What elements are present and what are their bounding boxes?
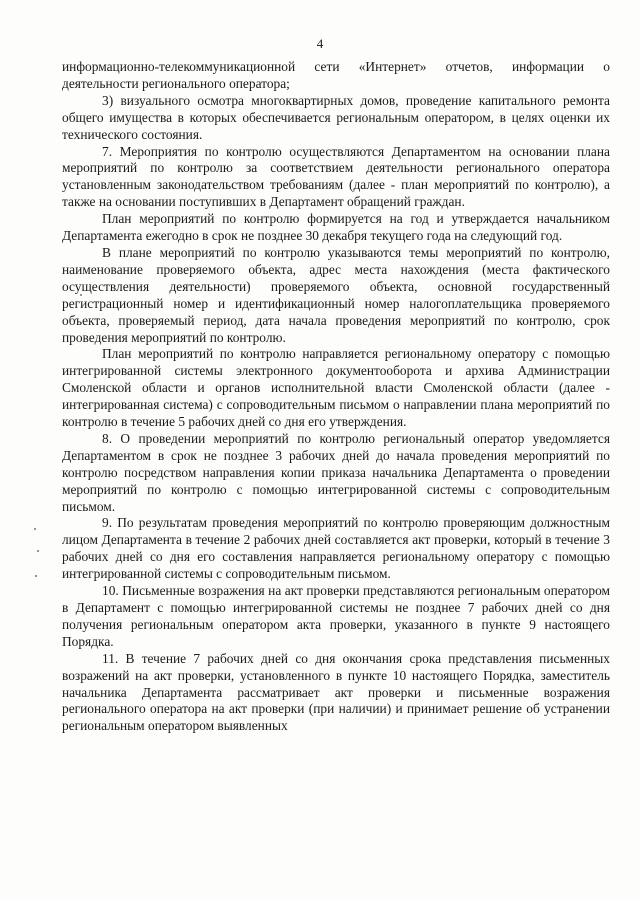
paragraph-plan-delivery: План мероприятий по контролю направляется региональному оператору с помощью интегрированной системы электронного документооборота и архива Администрации Смоленской области и органов исполнительной власти Смоленской области (далее - интегрированная система) с сопроводительным письмом о направлении плана мероприятий по контролю в течение 5 рабочих дней со дня его утверждения. [62, 346, 610, 430]
document-body [62, 59, 610, 735]
paragraph-clause-7: 7. Мероприятия по контролю осуществляются Департаментом на основании плана мероприятий по контролю за соответствием деятельности регионального оператора установленным законодательством требованиям (далее - план мероприятий по контролю), а также на основании поступивших в Департамент обращений граждан. [62, 143, 610, 210]
page-number: 4 [316, 36, 324, 51]
scan-speck [35, 575, 37, 577]
scan-speck [80, 294, 82, 296]
paragraph-plan-formation: План мероприятий по контролю формируется на год и утверждается начальником Департамента ежегодно в срок не позднее 30 декабря текущего года на следующий год. [62, 211, 610, 244]
paragraph-clause-10: 10. Письменные возражения на акт проверки представляются региональным оператором в Департамент с помощью интегрированной системы не позднее 7 рабочих дней со дня получения региональным оператором акта проверки, указанного в пункте 9 настоящего Порядка. [62, 583, 610, 649]
scan-speck [34, 528, 36, 530]
paragraph-clause-11: 11. В течение 7 рабочих дней со дня окончания срока представления письменных возражений на акт проверки, установленного в пункте 10 настоящего Порядка, заместитель начальника Департамента рассматривает акт проверки и письменные возражения регионального оператора на акт проверки (при наличии) и принимает решение об устранении региональным оператором выявленных [62, 650, 610, 734]
scan-speck [37, 550, 39, 552]
paragraph-clause-8: 8. О проведении мероприятий по контролю региональный оператор уведомляется Департаментом в срок не позднее 3 рабочих дней до начала проведения мероприятий по контролю посредством направления копии приказа начальника Департамента о проведении мероприятий по контролю с помощью интегрированной системы с сопроводительным письмом. [62, 430, 610, 514]
paragraph-plan-contents: В плане мероприятий по контролю указываются темы мероприятий по контролю, наименование проверяемого объекта, адрес места нахождения (места фактического осуществления деятельности) проверяемого объекта, основной государственный регистрационный номер и идентификационный номер налогоплательщика проверяемого объекта, проверяемый период, дата начала проведения мероприятий по контролю, срок проведения мероприятий по контролю. [62, 244, 610, 345]
paragraph-continuation: информационно-телекоммуникационной сети «Интернет» отчетов, информации о деятельности регионального оператора; [62, 59, 610, 91]
paragraph-item-3: 3) визуального осмотра многоквартирных домов, проведение капитального ремонта общего имущества в которых обеспечивается региональным оператором, в целях оценки их технического состояния. [62, 92, 610, 142]
paragraph-clause-9: 9. По результатам проведения мероприятий по контролю проверяющим должностным лицом Департамента в течение 2 рабочих дней составляется акт проверки, который в течение 3 рабочих дней со дня его составления направляется региональному оператору с помощью интегрированной системы с сопроводительным письмом. [62, 515, 610, 582]
